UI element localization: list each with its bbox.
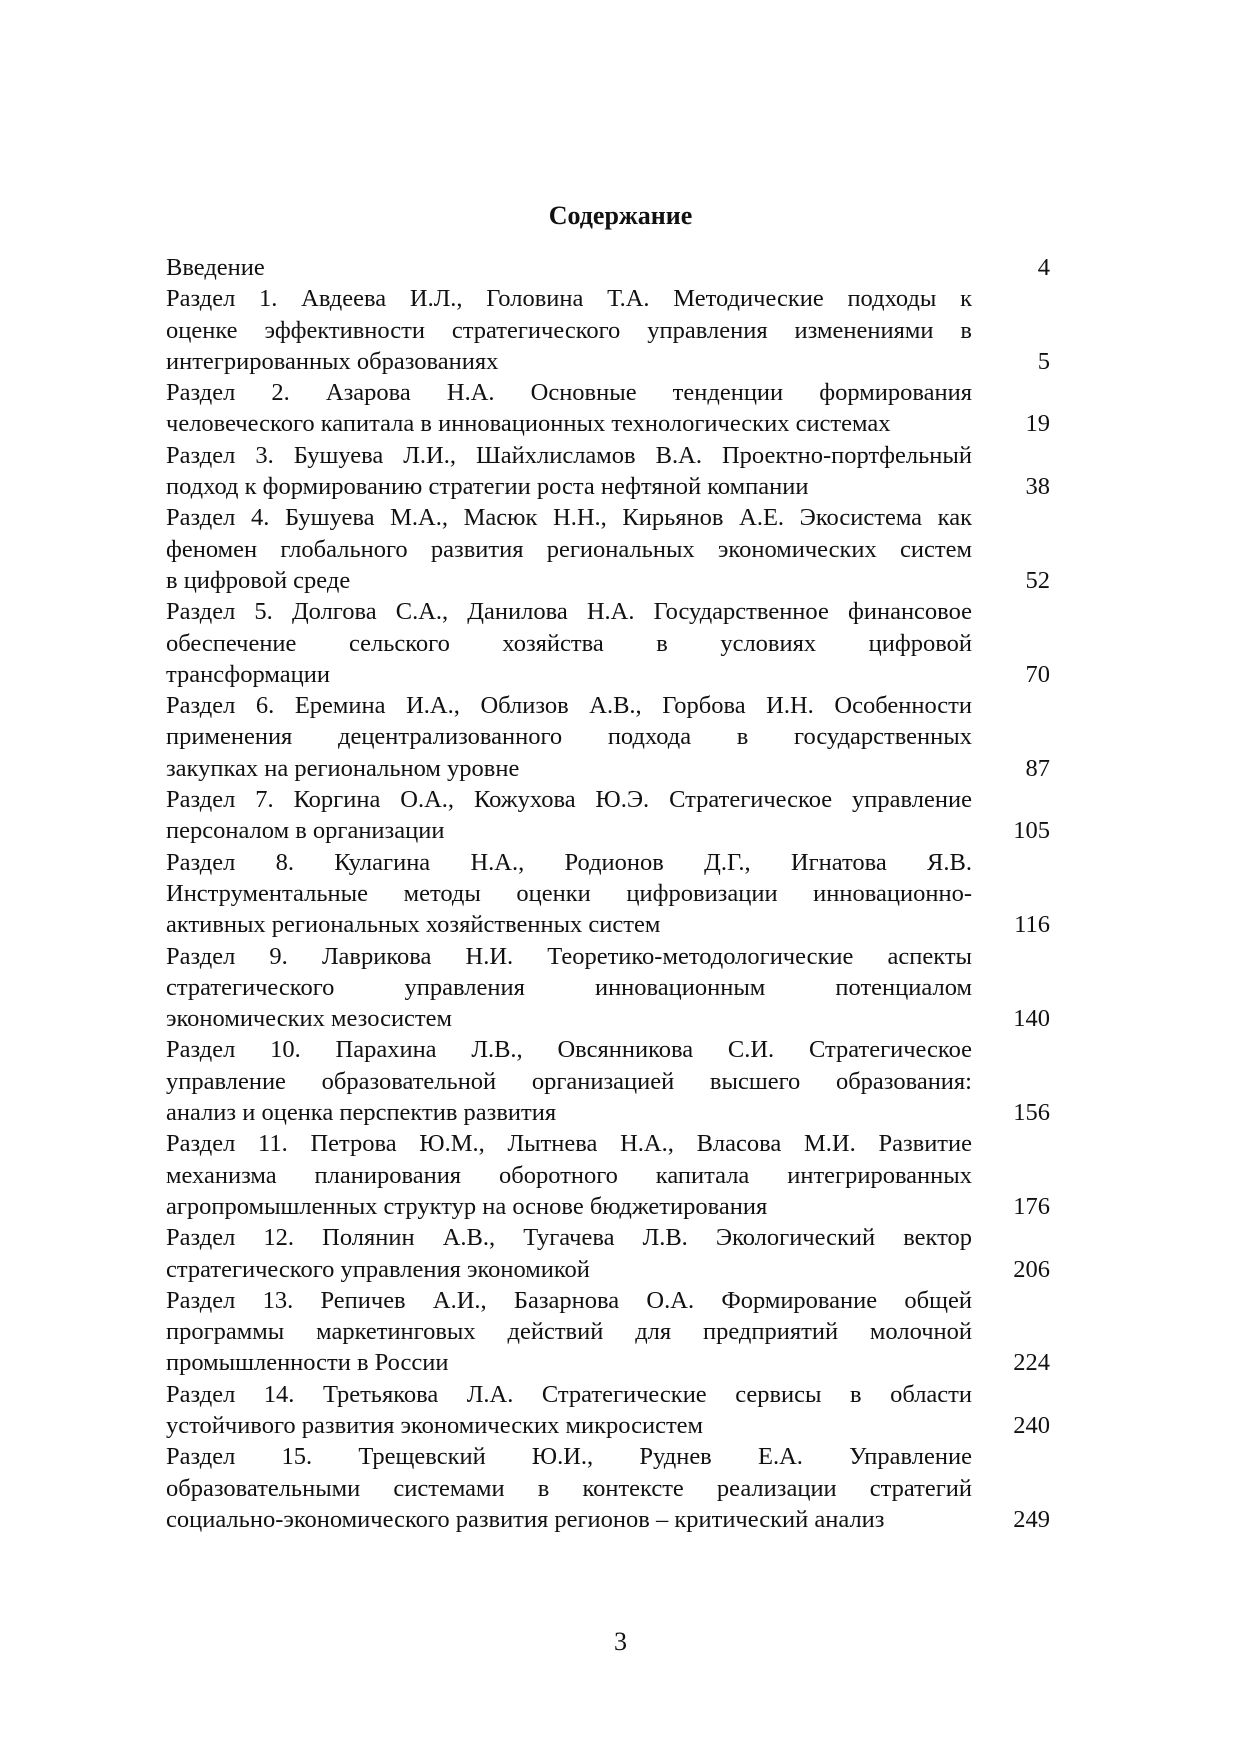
page-title: Содержание xyxy=(548,201,693,230)
toc-entry-text xyxy=(166,377,972,440)
toc-entry xyxy=(166,690,1050,784)
toc-entry-text xyxy=(166,1034,972,1128)
toc-entry-text xyxy=(166,690,972,784)
toc-entry-line: устойчивого развития экономических микросистем xyxy=(166,1411,704,1439)
toc-entry-line: Раздел 14. Третьякова Л.А. Стратегические сервисы в области xyxy=(166,1380,972,1408)
toc-entry-line: применения децентрализованного подхода в государственных xyxy=(166,723,972,751)
toc-entry-line: Раздел 5. Долгова С.А., Данилова Н.А. Государственное финансовое xyxy=(166,598,972,626)
toc-entry xyxy=(166,1379,1050,1442)
toc-entry-line: Раздел 7. Коргина О.А., Кожухова Ю.Э. Стратегическое управление xyxy=(166,786,972,814)
toc-entry xyxy=(166,1128,1050,1222)
toc-entry-page: 224 xyxy=(1013,1349,1050,1377)
toc-entry xyxy=(166,1441,1050,1535)
toc-entry-text xyxy=(166,1222,972,1285)
toc-entry-page: 240 xyxy=(1013,1411,1050,1439)
toc-entry-line: механизма планирования оборотного капитала интегрированных xyxy=(166,1161,972,1189)
toc-entry-line: оценке эффективности стратегического управления изменениями в xyxy=(166,316,972,344)
toc-entry-line: экономических мезосистем xyxy=(166,1005,453,1033)
toc-entry xyxy=(166,440,1050,503)
toc-entry-line: социально-экономического развития регионов – критический анализ xyxy=(166,1505,885,1533)
toc-entry xyxy=(166,252,1050,283)
toc-entry-text xyxy=(166,847,972,941)
toc-entry-page: 105 xyxy=(1013,817,1050,845)
toc-entry-line: Введение xyxy=(166,254,265,281)
toc-entry-text xyxy=(166,1441,972,1535)
toc-entry-page: 116 xyxy=(1014,911,1050,939)
toc-entry xyxy=(166,1034,1050,1128)
toc-entry-page: 140 xyxy=(1013,1005,1050,1033)
toc-entry-line: закупках на региональном уровне xyxy=(166,754,520,782)
toc-entry-line: стратегического управления инновационным потенциалом xyxy=(166,973,972,1001)
toc-entry xyxy=(166,502,1050,596)
table-of-contents xyxy=(166,252,1050,1535)
toc-entry-text xyxy=(166,502,972,596)
toc-entry-line: Раздел 13. Репичев А.И., Базарнова О.А. Формирование общей xyxy=(166,1286,972,1314)
toc-entry-line: промышленности в России xyxy=(166,1349,449,1377)
toc-entry-line: подход к формированию стратегии роста нефтяной компании xyxy=(166,473,809,501)
toc-entry-line: в цифровой среде xyxy=(166,566,351,594)
toc-entry-page: 5 xyxy=(1037,347,1050,375)
toc-entry-line: Раздел 1. Авдеева И.Л., Головина Т.А. Методические подходы к xyxy=(166,285,972,313)
toc-entry xyxy=(166,596,1050,690)
toc-entry-text xyxy=(166,1128,972,1222)
toc-entry-text xyxy=(166,784,972,847)
toc-entry-text xyxy=(166,252,972,283)
toc-entry xyxy=(166,377,1050,440)
toc-entry-line: стратегического управления экономикой xyxy=(166,1255,590,1283)
toc-entry-line: Раздел 15. Трещевский Ю.И., Руднев Е.А. Управление xyxy=(166,1443,972,1471)
toc-entry-page: 4 xyxy=(1037,254,1050,281)
toc-entry-line: программы маркетинговых действий для предприятий молочной xyxy=(166,1318,972,1346)
toc-entry-page: 19 xyxy=(1025,410,1050,438)
toc-entry-line: Раздел 12. Полянин А.В., Тугачева Л.В. Экологический вектор xyxy=(166,1224,972,1252)
toc-entry xyxy=(166,283,1050,377)
toc-entry-text xyxy=(166,440,972,503)
toc-entry-line: феномен глобального развития региональных экономических систем xyxy=(166,535,972,563)
toc-entry-line: анализ и оценка перспектив развития xyxy=(166,1099,557,1127)
toc-entry-text xyxy=(166,1379,972,1442)
toc-entry-text xyxy=(166,283,972,377)
toc-entry-page: 87 xyxy=(1025,754,1050,782)
toc-entry xyxy=(166,1222,1050,1285)
toc-entry-line: персоналом в организации xyxy=(166,817,445,845)
toc-entry-line: управление образовательной организацией высшего образования: xyxy=(166,1067,972,1095)
toc-entry xyxy=(166,784,1050,847)
toc-entry-line: активных региональных хозяйственных систем xyxy=(166,911,661,939)
toc-entry xyxy=(166,941,1050,1035)
toc-entry-line: интегрированных образованиях xyxy=(166,347,499,375)
page-number: 3 xyxy=(614,1627,627,1656)
toc-entry-line: трансформации xyxy=(166,660,330,688)
toc-entry-text xyxy=(166,941,972,1035)
toc-entry-line: агропромышленных структур на основе бюджетирования xyxy=(166,1192,768,1220)
toc-entry-line: Раздел 9. Лаврикова Н.И. Теоретико-методологические аспекты xyxy=(166,942,972,970)
toc-entry-line: образовательными системами в контексте реализации стратегий xyxy=(166,1474,972,1502)
toc-entry-line: Раздел 4. Бушуева М.А., Масюк Н.Н., Кирьянов А.Е. Экосистема как xyxy=(166,504,972,532)
toc-entry-page: 38 xyxy=(1025,473,1050,501)
toc-entry-text xyxy=(166,1285,972,1379)
toc-entry-line: Раздел 11. Петрова Ю.М., Лытнева Н.А., Власова М.И. Развитие xyxy=(166,1130,972,1158)
toc-entry-page: 206 xyxy=(1013,1255,1050,1283)
toc-entry-line: человеческого капитала в инновационных технологических системах xyxy=(166,410,891,438)
toc-entry-page: 70 xyxy=(1025,660,1050,688)
toc-entry-line: Инструментальные методы оценки цифровизации инновационно- xyxy=(166,879,972,907)
toc-entry-page: 249 xyxy=(1013,1505,1050,1533)
toc-entry-line: Раздел 2. Азарова Н.А. Основные тенденции формирования xyxy=(166,379,972,407)
toc-entry xyxy=(166,1285,1050,1379)
toc-entry-page: 176 xyxy=(1013,1192,1050,1220)
toc-entry-line: Раздел 3. Бушуева Л.И., Шайхлисламов В.А. Проектно-портфельный xyxy=(166,441,972,469)
toc-entry-line: Раздел 6. Еремина И.А., Облизов А.В., Горбова И.Н. Особенности xyxy=(166,692,972,720)
toc-entry-line: обеспечение сельского хозяйства в условиях цифровой xyxy=(166,629,972,657)
toc-entry xyxy=(166,847,1050,941)
toc-entry-line: Раздел 10. Парахина Л.В., Овсянникова С.И. Стратегическое xyxy=(166,1036,972,1064)
toc-entry-text xyxy=(166,596,972,690)
toc-entry-line: Раздел 8. Кулагина Н.А., Родионов Д.Г., Игнатова Я.В. xyxy=(166,848,972,876)
toc-entry-page: 52 xyxy=(1025,566,1050,594)
toc-entry-page: 156 xyxy=(1013,1099,1050,1127)
